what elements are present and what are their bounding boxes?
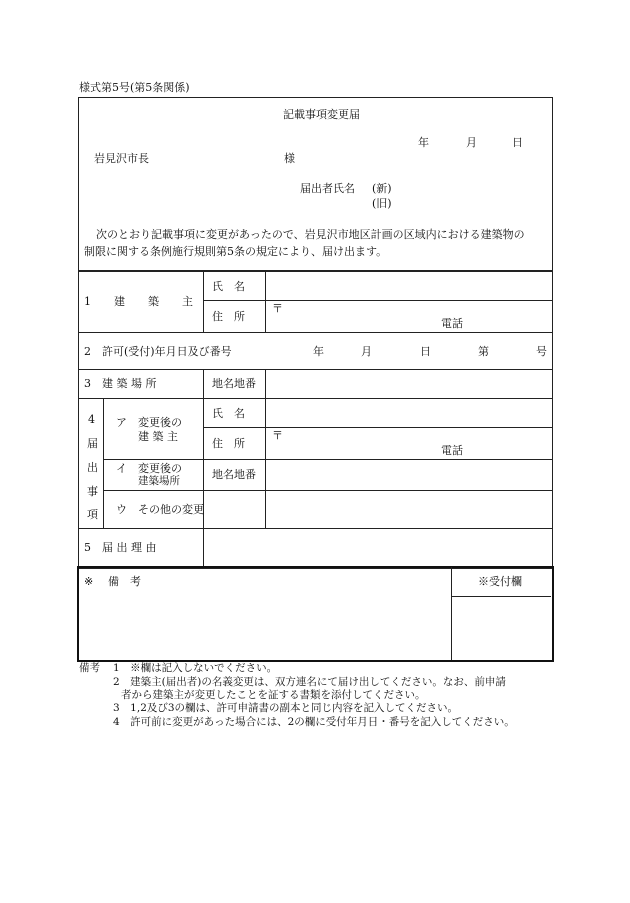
row4-i-label-1: イ 変更後の (116, 462, 182, 475)
addressee-honorific: 様 (284, 152, 295, 165)
note-1: 1 ※欄は記入しないでください。 (113, 662, 278, 674)
row4-label-char-3: 出 (87, 461, 98, 474)
row5-label: 5 届 出 理 由 (84, 541, 157, 554)
row4-i-label-2: 建築場所 (138, 475, 180, 487)
row2-day: 日 (420, 345, 431, 358)
addressee-name: 岩見沢市長 (94, 152, 149, 165)
row2-number-suffix: 号 (536, 345, 547, 358)
row3-label: 3 建 築 場 所 (84, 377, 157, 390)
note-2-line2: 者から建築主が変更したことを証する書類を添付してください。 (121, 689, 426, 701)
row4-lot-label: 地名地番 (212, 468, 256, 481)
row1-name-label: 氏 名 (212, 280, 245, 293)
remarks-mark: ※ (84, 575, 94, 588)
row4-label-char-2: 届 (87, 437, 98, 450)
row4-a-label-2: 建 築 主 (138, 430, 178, 443)
row1-address-label: 住 所 (212, 310, 245, 323)
date-year: 年 (418, 136, 429, 149)
notifier-label: 届出者氏名 (300, 182, 355, 195)
date-month: 月 (466, 136, 477, 149)
row1-phone-label: 電話 (441, 317, 463, 330)
notifier-new: (新) (372, 182, 392, 195)
row4-phone-label: 電話 (441, 444, 463, 457)
note-4: 4 許可前に変更があった場合には、2の欄に受付年月日・番号を記入してください。 (113, 716, 515, 728)
row2-label: 2 許可(受付)年月日及び番号 (84, 345, 232, 358)
row4-u-label: ウ その他の変更 (116, 503, 204, 516)
remarks-label: 備 考 (108, 575, 141, 588)
row4-label-char-5: 項 (87, 508, 98, 521)
date-day: 日 (512, 136, 523, 149)
note-3: 3 1,2及び3の欄は、許可申請書の副本と同じ内容を記入してください。 (113, 702, 459, 714)
intro-text-line1: 次のとおり記載事項に変更があったので、岩見沢市地区計画の区域内における建築物の (96, 228, 525, 241)
row4-label-char-1: 4 (88, 413, 95, 426)
row4-a-label-1: ア 変更後の (116, 416, 182, 429)
row2-month: 月 (361, 345, 372, 358)
row4-address-label: 住 所 (212, 437, 245, 450)
row2-number-prefix: 第 (478, 345, 489, 358)
row4-label-char-4: 事 (87, 485, 98, 498)
intro-text-line2: 制限に関する条例施行規則第5条の規定により、届け出ます。 (84, 245, 388, 258)
notes-heading: 備考 (79, 662, 100, 674)
row4-postal-mark: 〒 (272, 429, 283, 442)
row2-year: 年 (313, 345, 324, 358)
form-title: 記載事項変更届 (283, 108, 360, 121)
row1-postal-mark: 〒 (272, 302, 283, 315)
row4-name-label: 氏 名 (212, 407, 245, 420)
row3-lot-label: 地名地番 (212, 377, 256, 390)
notifier-old: (旧) (372, 197, 392, 210)
reception-label: ※受付欄 (478, 575, 522, 588)
note-2-line1: 2 建築主(届出者)の名義変更は、双方連名にて届け出してください。なお、前申請 (113, 676, 506, 688)
form-number-label: 様式第5号(第5条関係) (79, 81, 190, 94)
row1-label: 1 建 築 主 (84, 295, 199, 308)
